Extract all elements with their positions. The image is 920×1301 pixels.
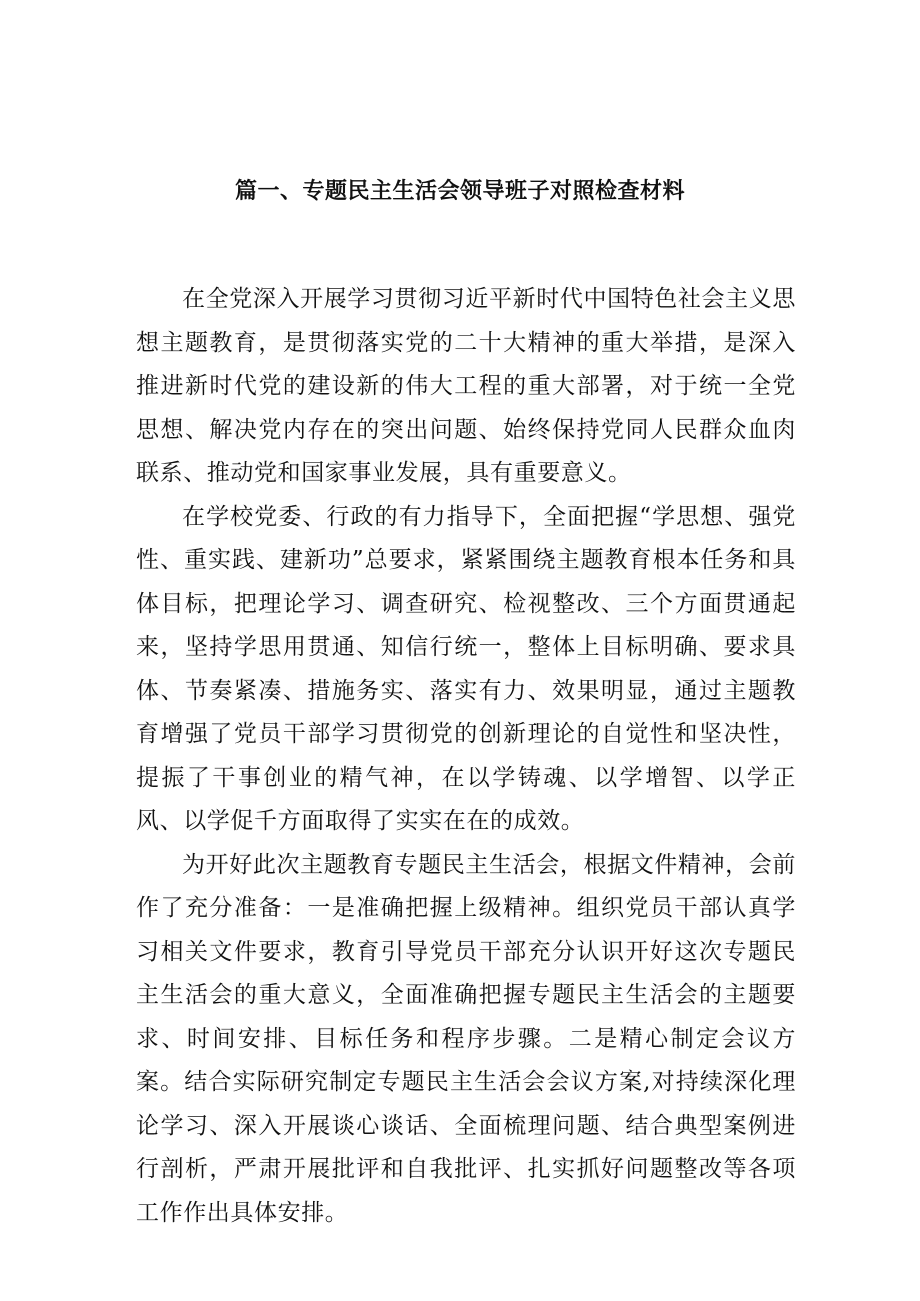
document-title: 篇一、专题民主生活会领导班子对照检查材料 bbox=[234, 179, 685, 204]
paragraph-2: 在学校党委、行政的有力指导下，全面把握“学思想、强党性、重实践、建新功”总要求，紧紧围绕主题教育根本任务和具体目标，把理论学习、调查研究、检视整改、三个方面贯通起来，坚持学思用贯通、知信行统一，整体上目标明确、要求具体、节奏紧凑、措施务实、落实有力、效果明显，通过主题教育增强了党员干部学习贯彻党的创新理论的自觉性和坚决性，提振了干事创业的精气神，在以学铸魂、以学增智、以学正风、以学促千方面取得了实实在在的成效。 bbox=[136, 503, 796, 834]
document-body bbox=[136, 278, 796, 1235]
paragraph-1: 在全党深入开展学习贯彻习近平新时代中国特色社会主义思想主题教育，是贯彻落实党的二十大精神的重大举措，是深入推进新时代党的建设新的伟大工程的重大部署，对于统一全党思想、解决党内存在的突出问题、始终保持党同人民群众血肉联系、推动党和国家事业发展，具有重要意义。 bbox=[136, 286, 796, 486]
paragraph-3: 为开好此次主题教育专题民主生活会，根据文件精神，会前作了充分准备：一是准确把握上级精神。组织党员干部认真学习相关文件要求，教育引导党员干部充分认识开好这次专题民主生活会的重大意义，全面准确把握专题民主生活会的主题要求、时间安排、目标任务和程序步骤。二是精心制定会议方案。结合实际研究制定专题民主生活会会议方案,对持续深化理论学习、深入开展谈心谈话、全面梳理问题、结合典型案例进行剖析，严肃开展批评和自我批评、扎实抓好问题整改等各项工作作出具体安排。 bbox=[136, 851, 796, 1226]
